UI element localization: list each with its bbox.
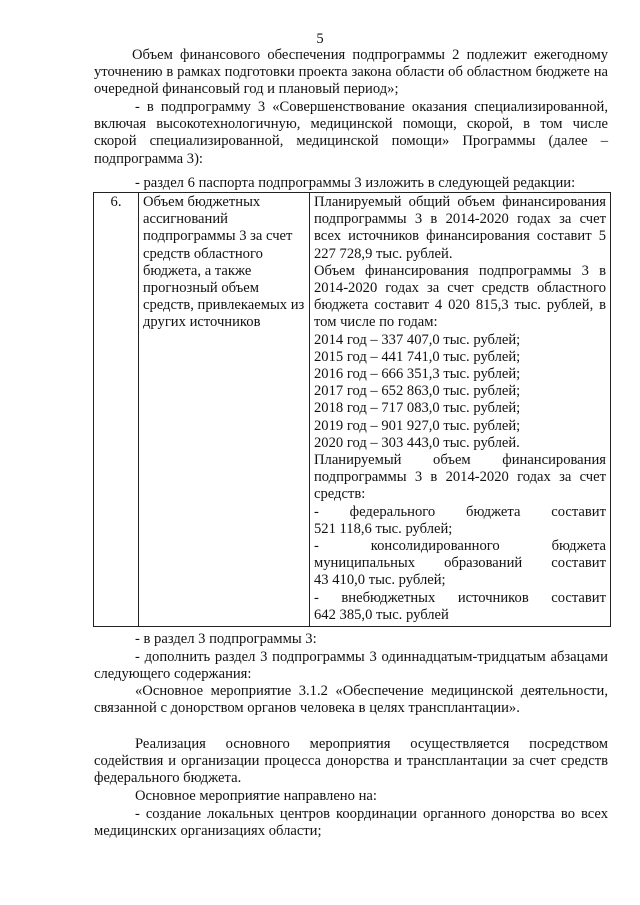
- row-number-cell: 6.: [94, 193, 139, 627]
- paragraph-section-3-heading: - в раздел 3 подпрограммы 3:: [135, 631, 317, 647]
- passport-table: [93, 192, 611, 627]
- total-funding-text: Планируемый общий объем финансирования подпрограммы 3 в 2014-2020 годах за счет всех источников финансирования составит 5 227 728,9 тыс. рублей.: [314, 194, 606, 262]
- off-budget-amount: 642 385,0 тыс. рублей: [314, 606, 449, 623]
- paragraph-main-activity-3-1-2: «Основное мероприятие 3.1.2 «Обеспечение медицинской деятельности, связанной с донорством органов человека в целях трансплантации».: [94, 683, 608, 717]
- municipal-budget-line-1: - консолидированного бюджета: [314, 538, 606, 555]
- regional-funding-text: Объем финансирования подпрограммы 3 в 2014-2020 годах за счет средств областного бюджета составит 4 020 815,3 тыс. рублей, в том числе по годам:: [314, 262, 606, 331]
- municipal-budget-line-2: муниципальных образований составит: [314, 555, 606, 572]
- table-row: [94, 193, 611, 627]
- paragraph-subprogram-3-intro: - в подпрограмму 3 «Совершенствование оказания специализированной, включая высокотехнологичную, медицинской помощи, скорой, в том числе скорой специализированной, медицинской помощи» Программы (далее – подпрограмма 3):: [94, 99, 608, 167]
- year-2016: 2016 год – 666 351,3 тыс. рублей;: [314, 366, 521, 383]
- municipal-budget-amount: 43 410,0 тыс. рублей;: [314, 572, 446, 589]
- row-value-cell: [310, 193, 611, 627]
- year-2017: 2017 год – 652 863,0 тыс. рублей;: [314, 383, 521, 400]
- federal-budget-line: - федерального бюджета составит: [314, 503, 606, 520]
- row-title-cell: Объем бюджетных ассигнований подпрограммы 3 за счет средств областного бюджета, а также прогнозный объем средств, привлекаемых из других источников: [139, 193, 310, 627]
- paragraph-activity-implementation: Реализация основного мероприятия осуществляется посредством содействия и организации процесса донорства и трансплантации за счет средств федерального бюджета.: [94, 736, 608, 787]
- paragraph-activity-directed: Основное мероприятие направлено на:: [135, 788, 377, 804]
- paragraph-add-abzacy: - дополнить раздел 3 подпрограммы 3 одиннадцатым-тридцатым абзацами следующего содержания:: [94, 649, 608, 683]
- year-2020: 2020 год – 303 443,0 тыс. рублей.: [314, 434, 520, 451]
- paragraph-financing-note: Объем финансового обеспечения подпрограммы 2 подлежит ежегодному уточнению в рамках подготовки проекта закона области об областном бюджете на очередной финансовый год и плановый период»;: [94, 47, 608, 98]
- paragraph-section-6-instruction: - раздел 6 паспорта подпрограммы 3 изложить в следующей редакции:: [135, 175, 576, 191]
- year-2018: 2018 год – 717 083,0 тыс. рублей;: [314, 400, 521, 417]
- page-number: 5: [316, 31, 324, 47]
- paragraph-local-centers: - создание локальных центров координации органного донорства во всех медицинских организациях области;: [94, 806, 608, 840]
- federal-budget-amount: 521 118,6 тыс. рублей;: [314, 520, 453, 537]
- year-2014: 2014 год – 337 407,0 тыс. рублей;: [314, 331, 521, 348]
- year-2015: 2015 год – 441 741,0 тыс. рублей;: [314, 348, 521, 365]
- off-budget-line: - внебюджетных источников составит: [314, 589, 606, 606]
- sources-text: Планируемый объем финансирования подпрограммы 3 в 2014-2020 годах за счет средств:: [314, 452, 606, 503]
- year-2019: 2019 год – 901 927,0 тыс. рублей;: [314, 417, 521, 434]
